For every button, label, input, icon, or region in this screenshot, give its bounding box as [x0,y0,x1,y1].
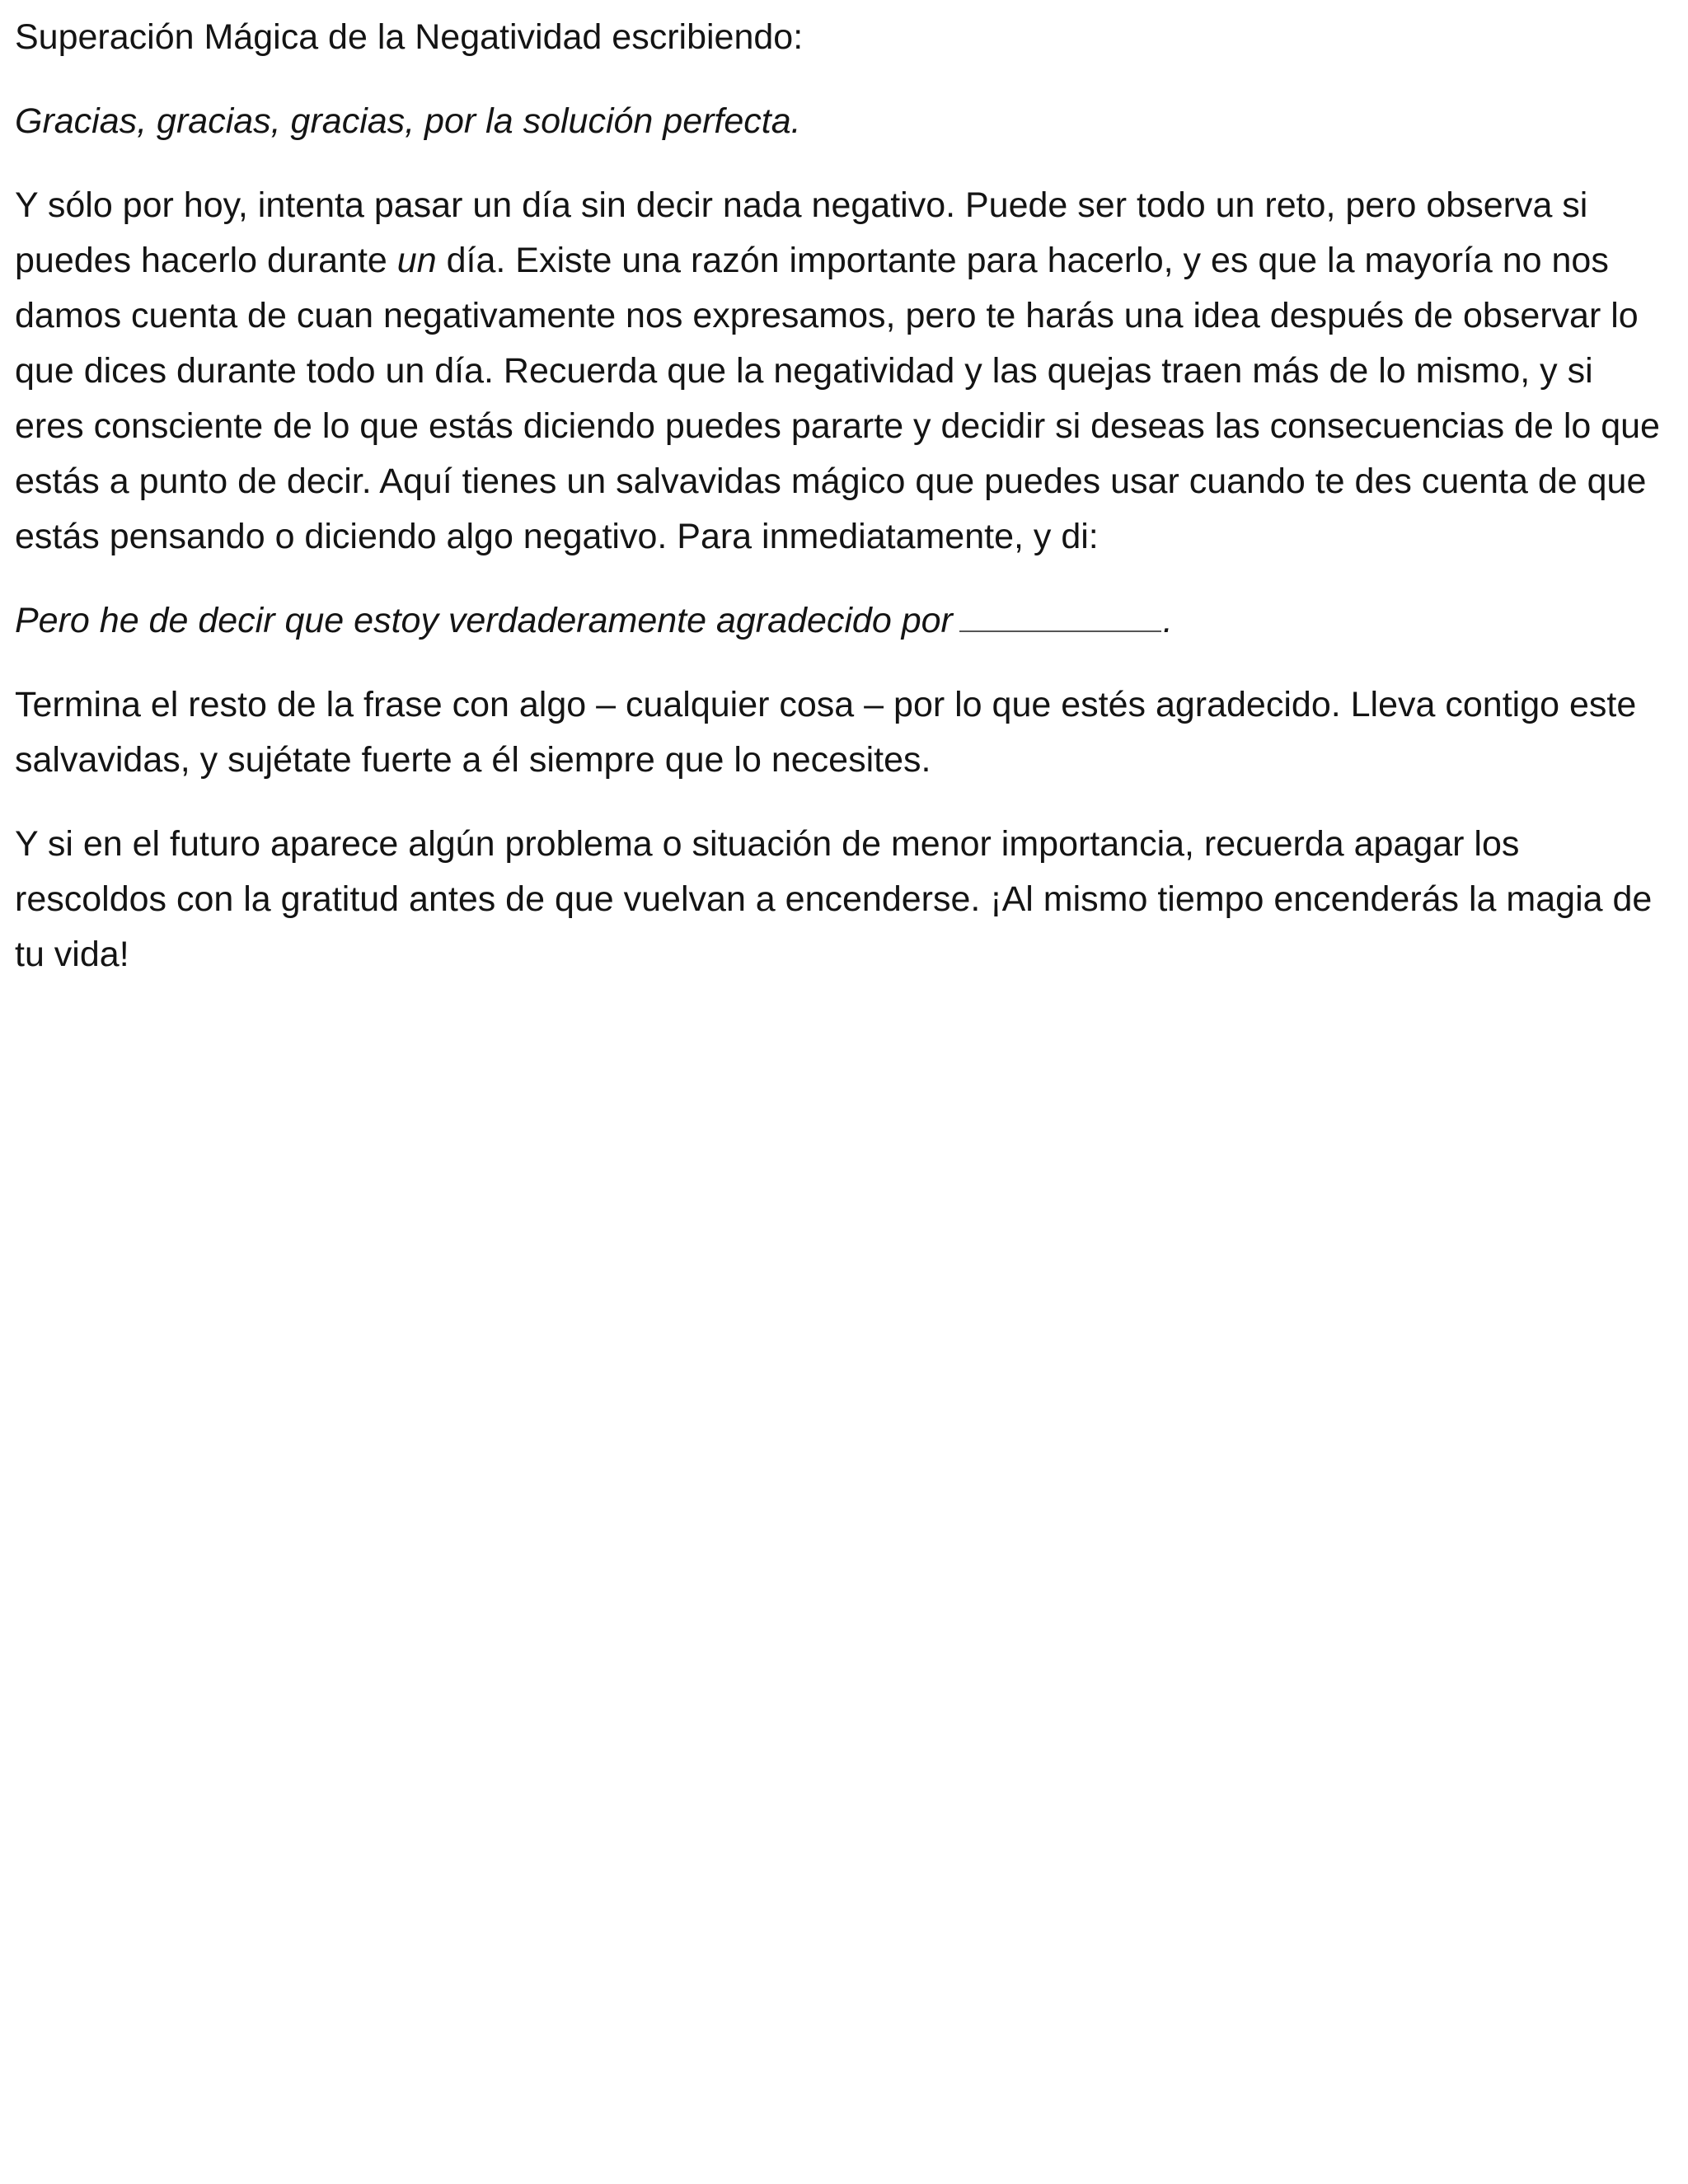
affirmation-line: Gracias, gracias, gracias, por la solución perfecta. [15,101,801,141]
body-paragraph-1 [15,178,1672,565]
emphasis-word: un [396,241,437,280]
body-paragraph-2: Termina el resto de la frase con algo – cualquier cosa – por lo que estés agradecido. Lleva contigo este salvavidas, y sujétate fuerte a él siempre que lo necesites. [15,685,1637,780]
body-paragraph-1-text-a: Y sólo por hoy, intenta pasar un día sin decir nada negativo. Puede ser todo un reto, pero observa si puedes hacerlo durante [15,185,1588,280]
gratitude-prompt-text: Pero he de decir que estoy verdaderamente agradecido por [15,601,953,640]
section-heading: Superación Mágica de la Negatividad escribiendo: [15,17,804,57]
body-paragraph-3: Y si en el futuro aparece algún problema o situación de menor importancia, recuerda apagar los rescoldos con la gratitud antes de que vuelvan a encenderse. ¡Al mismo tiempo encenderás la magia de tu vida! [15,824,1653,974]
gratitude-prompt-line [15,593,1672,649]
gratitude-prompt-end: . [1162,601,1173,640]
document-page [15,10,1672,1011]
body-paragraph-1-text-b: día. Existe una razón importante para hacerlo, y es que la mayoría no nos damos cuenta de cuan negativamente nos expresamos, pero te harás una idea después de observar lo que dices durante todo un día. Recuerda que la negatividad y las quejas traen más de lo mismo, y si eres consciente de lo que estás diciendo puedes pararte y decidir si deseas las consecuencias de lo que estás a punto de decir. Aquí tienes un salvavidas mágico que puedes usar cuando te des cuenta de que estás pensando o diciendo algo negativo. Para inmediatamente, y di: [15,241,1660,556]
fill-in-blank [959,594,1161,632]
